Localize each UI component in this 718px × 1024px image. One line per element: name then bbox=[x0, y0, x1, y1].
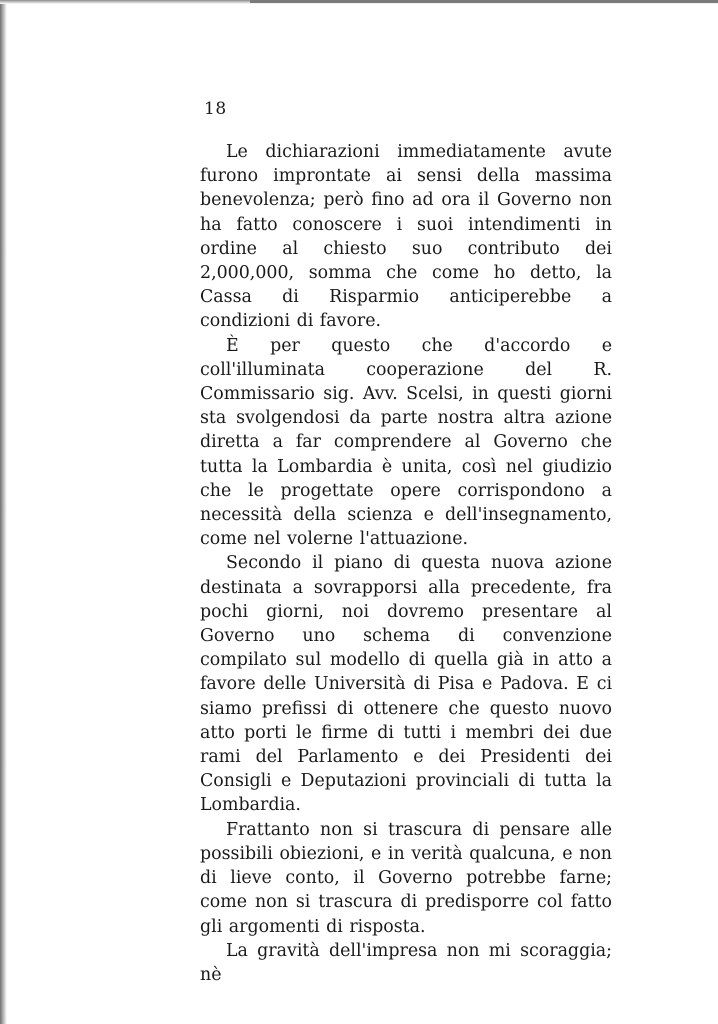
paragraph-1: Le dichiarazioni immediatamente avute furono improntate ai sensi della massima benevolenza; però fino ad ora il Governo non ha fatto conoscere i suoi intendimenti in ordine al chiesto suo contributo dei 2,000,000, somma che come ho detto, la Cassa di Risparmio anticiperebbe a condizioni di favore. bbox=[200, 142, 612, 332]
scan-edge-top-shadow bbox=[250, 0, 718, 3]
paragraph-4: Frattanto non si trascura di pensare alle possibili obiezioni, e in verità qualcuna, e non di lieve conto, il Governo potrebbe farne; come non si trascura di predisporre col fatto gli argomenti di risposta. bbox=[200, 819, 612, 937]
paragraph-2: È per questo che d'accordo e coll'illuminata cooperazione del R. Commissario sig. Avv. Scelsi, in questi giorni sta svolgendosi da parte nostra altra azione diretta a far comprendere al Governo che tutta la Lombardia è unita, così nel giudizio che le progettate opere corrispondono a necessità della scienza e dell'insegnamento, come nel volerne l'attuazione. bbox=[200, 335, 612, 550]
page-number: 18 bbox=[204, 99, 227, 119]
body-text bbox=[200, 140, 612, 987]
scan-edge-left bbox=[0, 0, 7, 1024]
paragraph-5: La gravità dell'impresa non mi scoraggia; nè bbox=[200, 940, 612, 985]
paragraph-3: Secondo il piano di questa nuova azione destinata a sovrapporsi alla precedente, fra pochi giorni, noi dovremo presentare al Governo uno schema di convenzione compilato sul modello di quella già in atto a favore delle Università di Pisa e Padova. E ci siamo prefissi di ottenere che questo nuovo atto porti le firme di tutti i membri dei due rami del Parlamento e dei Presidenti dei Consigli e Deputazioni provinciali di tutta la Lombardia. bbox=[200, 553, 612, 816]
